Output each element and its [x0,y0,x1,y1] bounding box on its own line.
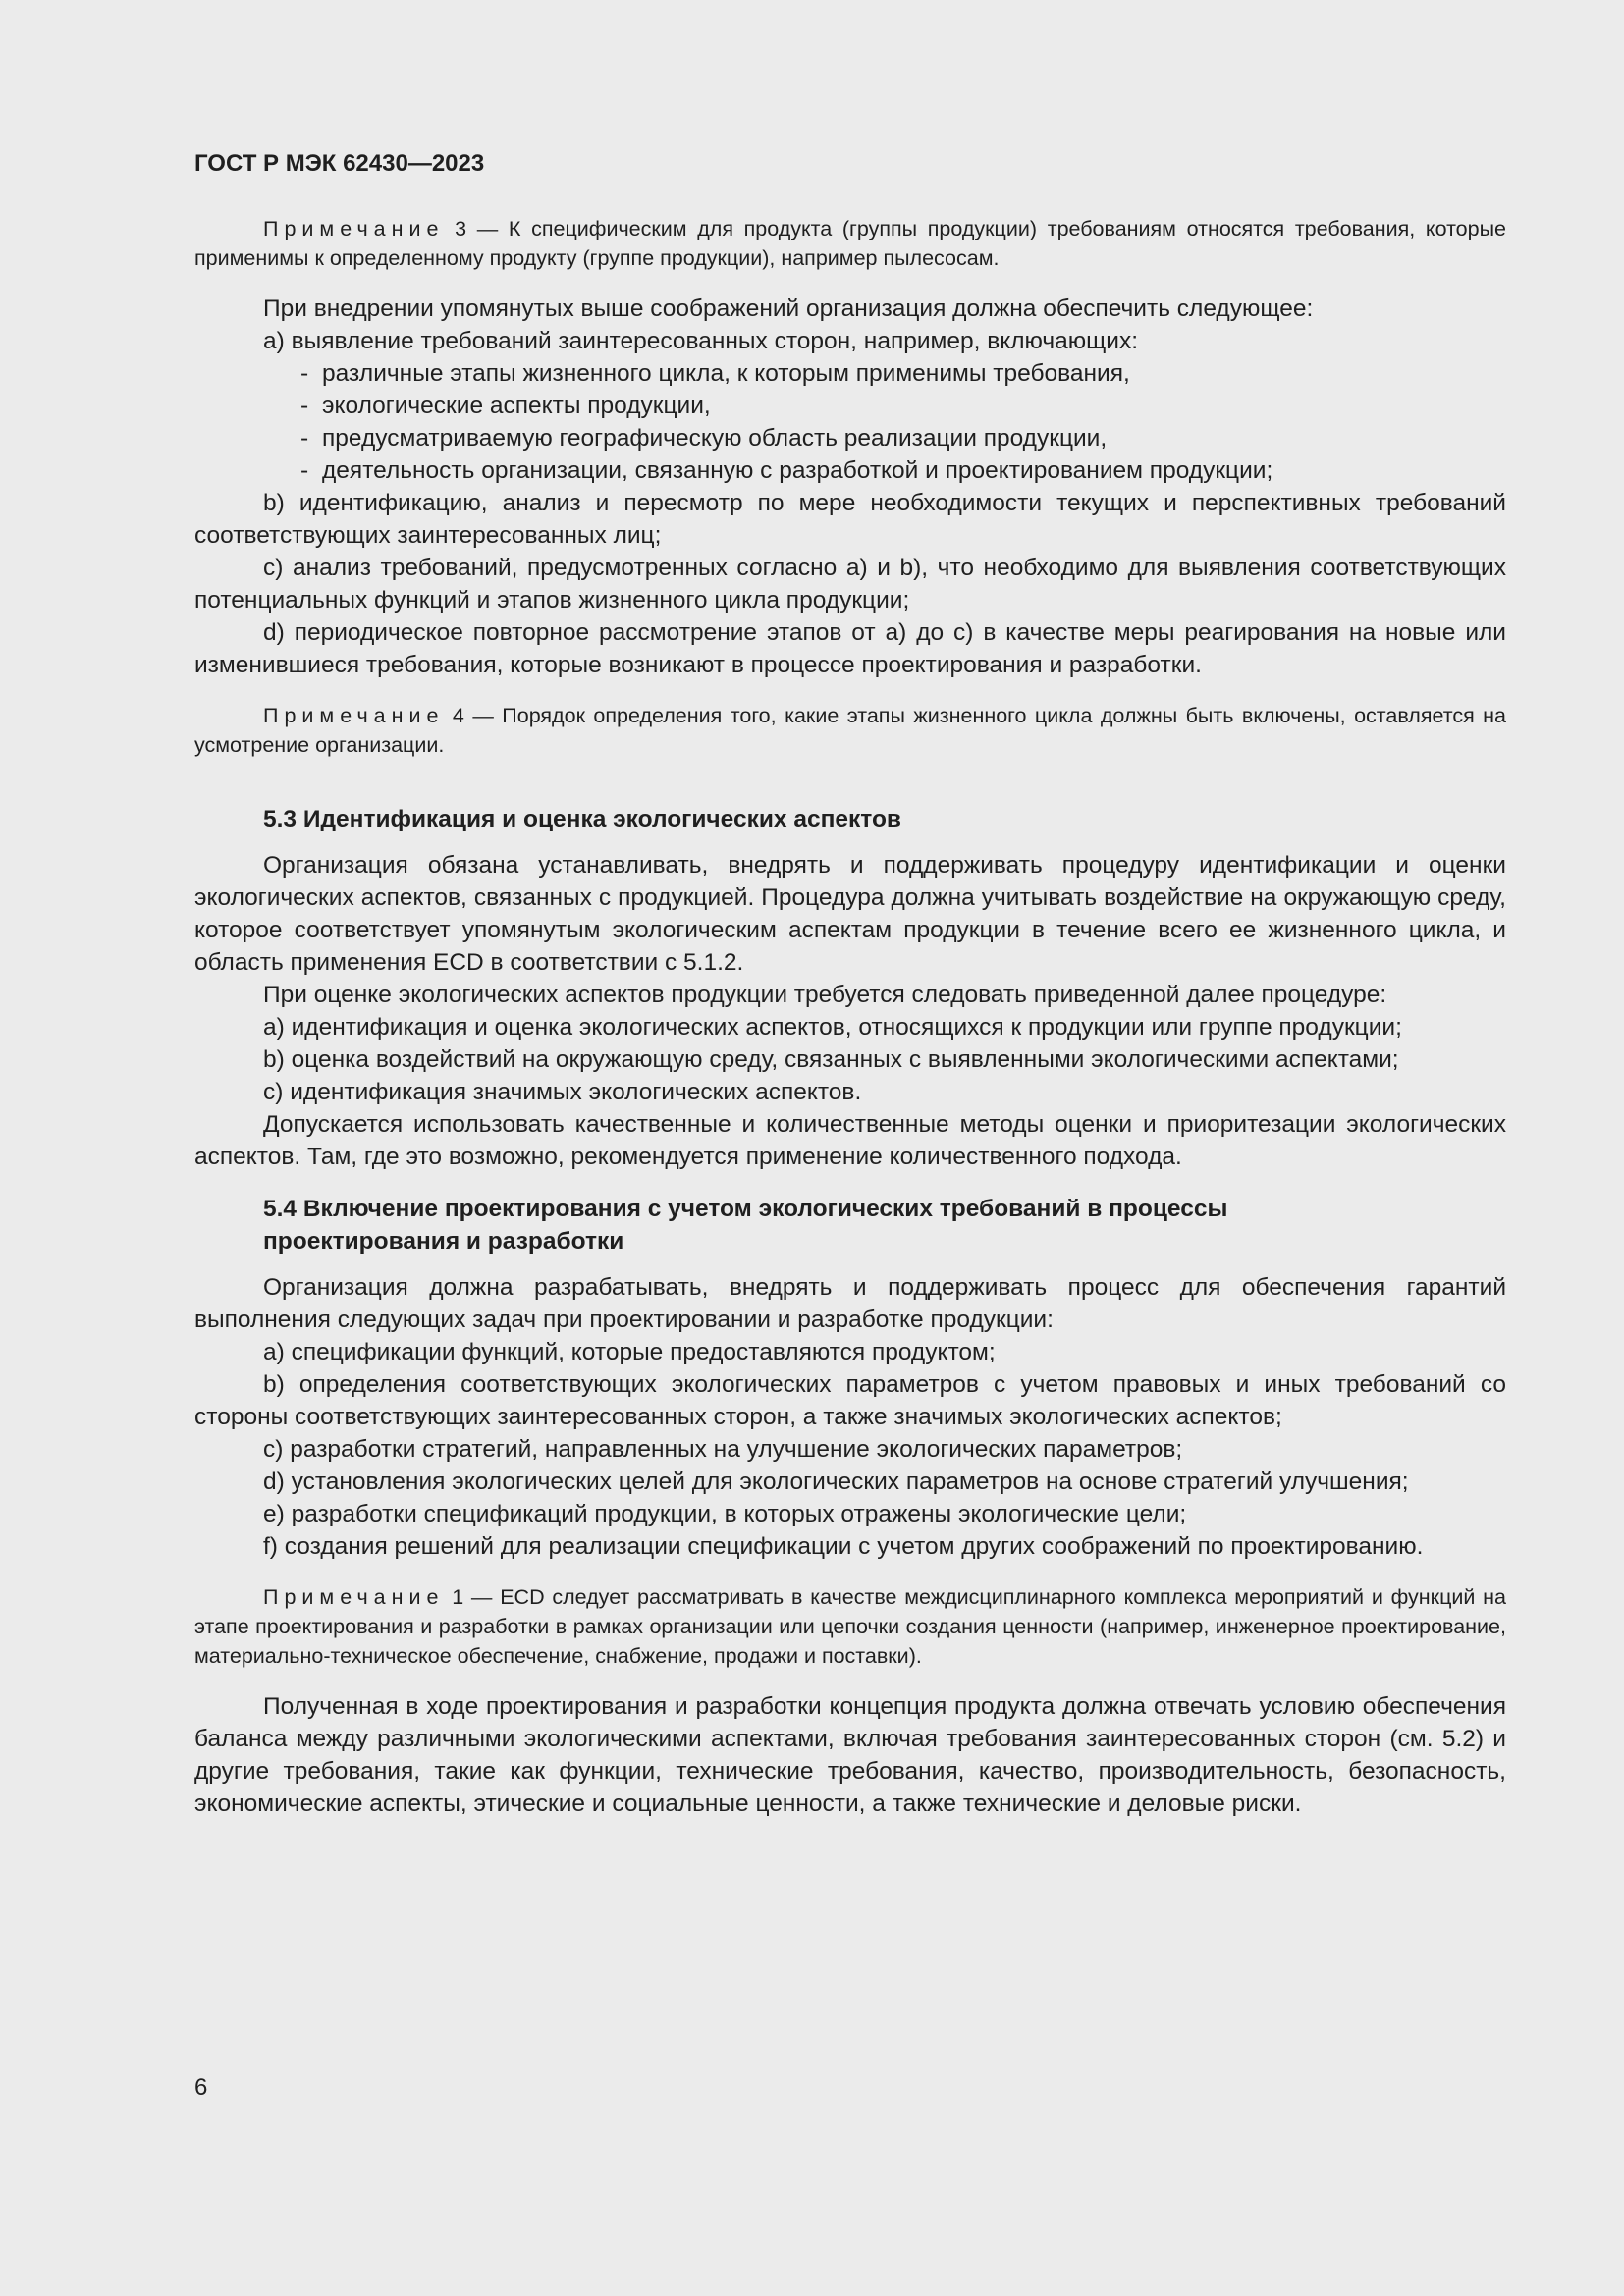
dash-item: - деятельность организации, связанную с разработкой и проектированием продукции; [300,457,1273,484]
paragraph: Допускается использовать качественные и количественные методы оценки и приоритезации экологических аспектов. Там, где это возможно, рекомендуется применение количественного подхода. [194,1111,1506,1170]
dash-item: - предусматриваемую географическую область реализации продукции, [300,425,1108,452]
note-3 [194,214,1506,273]
closing-paragraph: Полученная в ходе проектирования и разработки концепция продукта должна отвечать условию обеспечения баланса между различными экологическими аспектами, включая требования заинтересованных сторон (см. 5.2) и другие требования, такие как функции, технические требования, качество, производительность, безопасность, экономические аспекты, этические и социальные ценности, а также технические и деловые риски. [194,1693,1506,1817]
list-item-d: d) установления экологических целей для экологических параметров на основе стратегий улучшения; [263,1468,1409,1495]
note-label: Примечание [263,1585,445,1609]
list-item-a: а) спецификации функций, которые предоставляются продуктом; [263,1339,996,1365]
paragraph: Организация обязана устанавливать, внедрять и поддерживать процедуру идентификации и оценки экологических аспектов, связанных с продукцией. Процедура должна учитывать воздействие на окружающую среду, которое соответствует упомянутым экологическим аспектам продукции в течение всего ее жизненного цикла, и область применения ECD в соответствии с 5.1.2. [194,852,1506,976]
section-heading-5-3: 5.3 Идентификация и оценка экологических аспектов [263,806,901,832]
list-item-e: е) разработки спецификаций продукции, в которых отражены экологические цели; [263,1501,1187,1527]
note-label: Примечание [263,217,445,240]
dash-list [194,357,1506,487]
note-text: 1 — ECD следует рассматривать в качестве междисциплинарного комплекса мероприятий и функций на этапе проектирования и разработки в рамках организации или цепочки создания ценности (например, инженерное проектирование, материально-техническое обеспечение, снабжение, продажи и поставки). [194,1585,1506,1668]
page-number: 6 [194,2074,208,2101]
dash-item: - различные этапы жизненного цикла, к которым применимы требования, [300,360,1130,387]
paragraph: Организация должна разрабатывать, внедрять и поддерживать процесс для обеспечения гарантий выполнения следующих задач при проектировании и разработке продукции: [194,1274,1506,1333]
list-item-c: с) идентификация значимых экологических аспектов. [263,1079,862,1105]
note-1 [194,1582,1506,1671]
list-item-a: а) выявление требований заинтересованных сторон, например, включающих: [263,328,1139,354]
list-item-b: b) определения соответствующих экологических параметров с учетом правовых и иных требований со стороны соответствующих заинтересованных сторон, а также значимых экологических аспектов; [194,1371,1506,1430]
intro-paragraph: При внедрении упомянутых выше соображений организация должна обеспечить следующее: [263,295,1314,322]
note-text: 4 — Порядок определения того, какие этапы жизненного цикла должны быть включены, оставляется на усмотрение организации. [194,704,1506,757]
list-item-a: а) идентификация и оценка экологических аспектов, относящихся к продукции или группе продукции; [263,1014,1402,1041]
note-label: Примечание [263,704,445,727]
note-4 [194,701,1506,760]
list-item-c: с) разработки стратегий, направленных на улучшение экологических параметров; [263,1436,1183,1463]
list-item-f: f) создания решений для реализации спецификации с учетом других соображений по проектированию. [263,1533,1424,1560]
list-item-d: d) периодическое повторное рассмотрение этапов от а) до с) в качестве меры реагирования на новые или изменившиеся требования, которые возникают в процессе проектирования и разработки. [194,619,1506,678]
page-content [194,147,1506,1820]
paragraph: При оценке экологических аспектов продукции требуется следовать приведенной далее процедуре: [263,982,1387,1008]
list-item-c: с) анализ требований, предусмотренных согласно а) и b), что необходимо для выявления соответствующих потенциальных функций и этапов жизненного цикла продукции; [194,555,1506,614]
document-header: ГОСТ Р МЭК 62430—2023 [194,150,485,177]
list-item-b: b) оценка воздействий на окружающую среду, связанных с выявленными экологическими аспектами; [263,1046,1399,1073]
note-text: 3 — К специфическим для продукта (группы продукции) требованиям относятся требования, которые применимы к определенному продукту (группе продукции), например пылесосам. [194,217,1506,270]
list-item-b: b) идентификацию, анализ и пересмотр по мере необходимости текущих и перспективных требований соответствующих заинтересованных лиц; [194,490,1506,549]
dash-item: - экологические аспекты продукции, [300,393,711,419]
section-heading-5-4: 5.4 Включение проектирования с учетом экологических требований в процессы проектирования и разработки [263,1196,1228,1255]
